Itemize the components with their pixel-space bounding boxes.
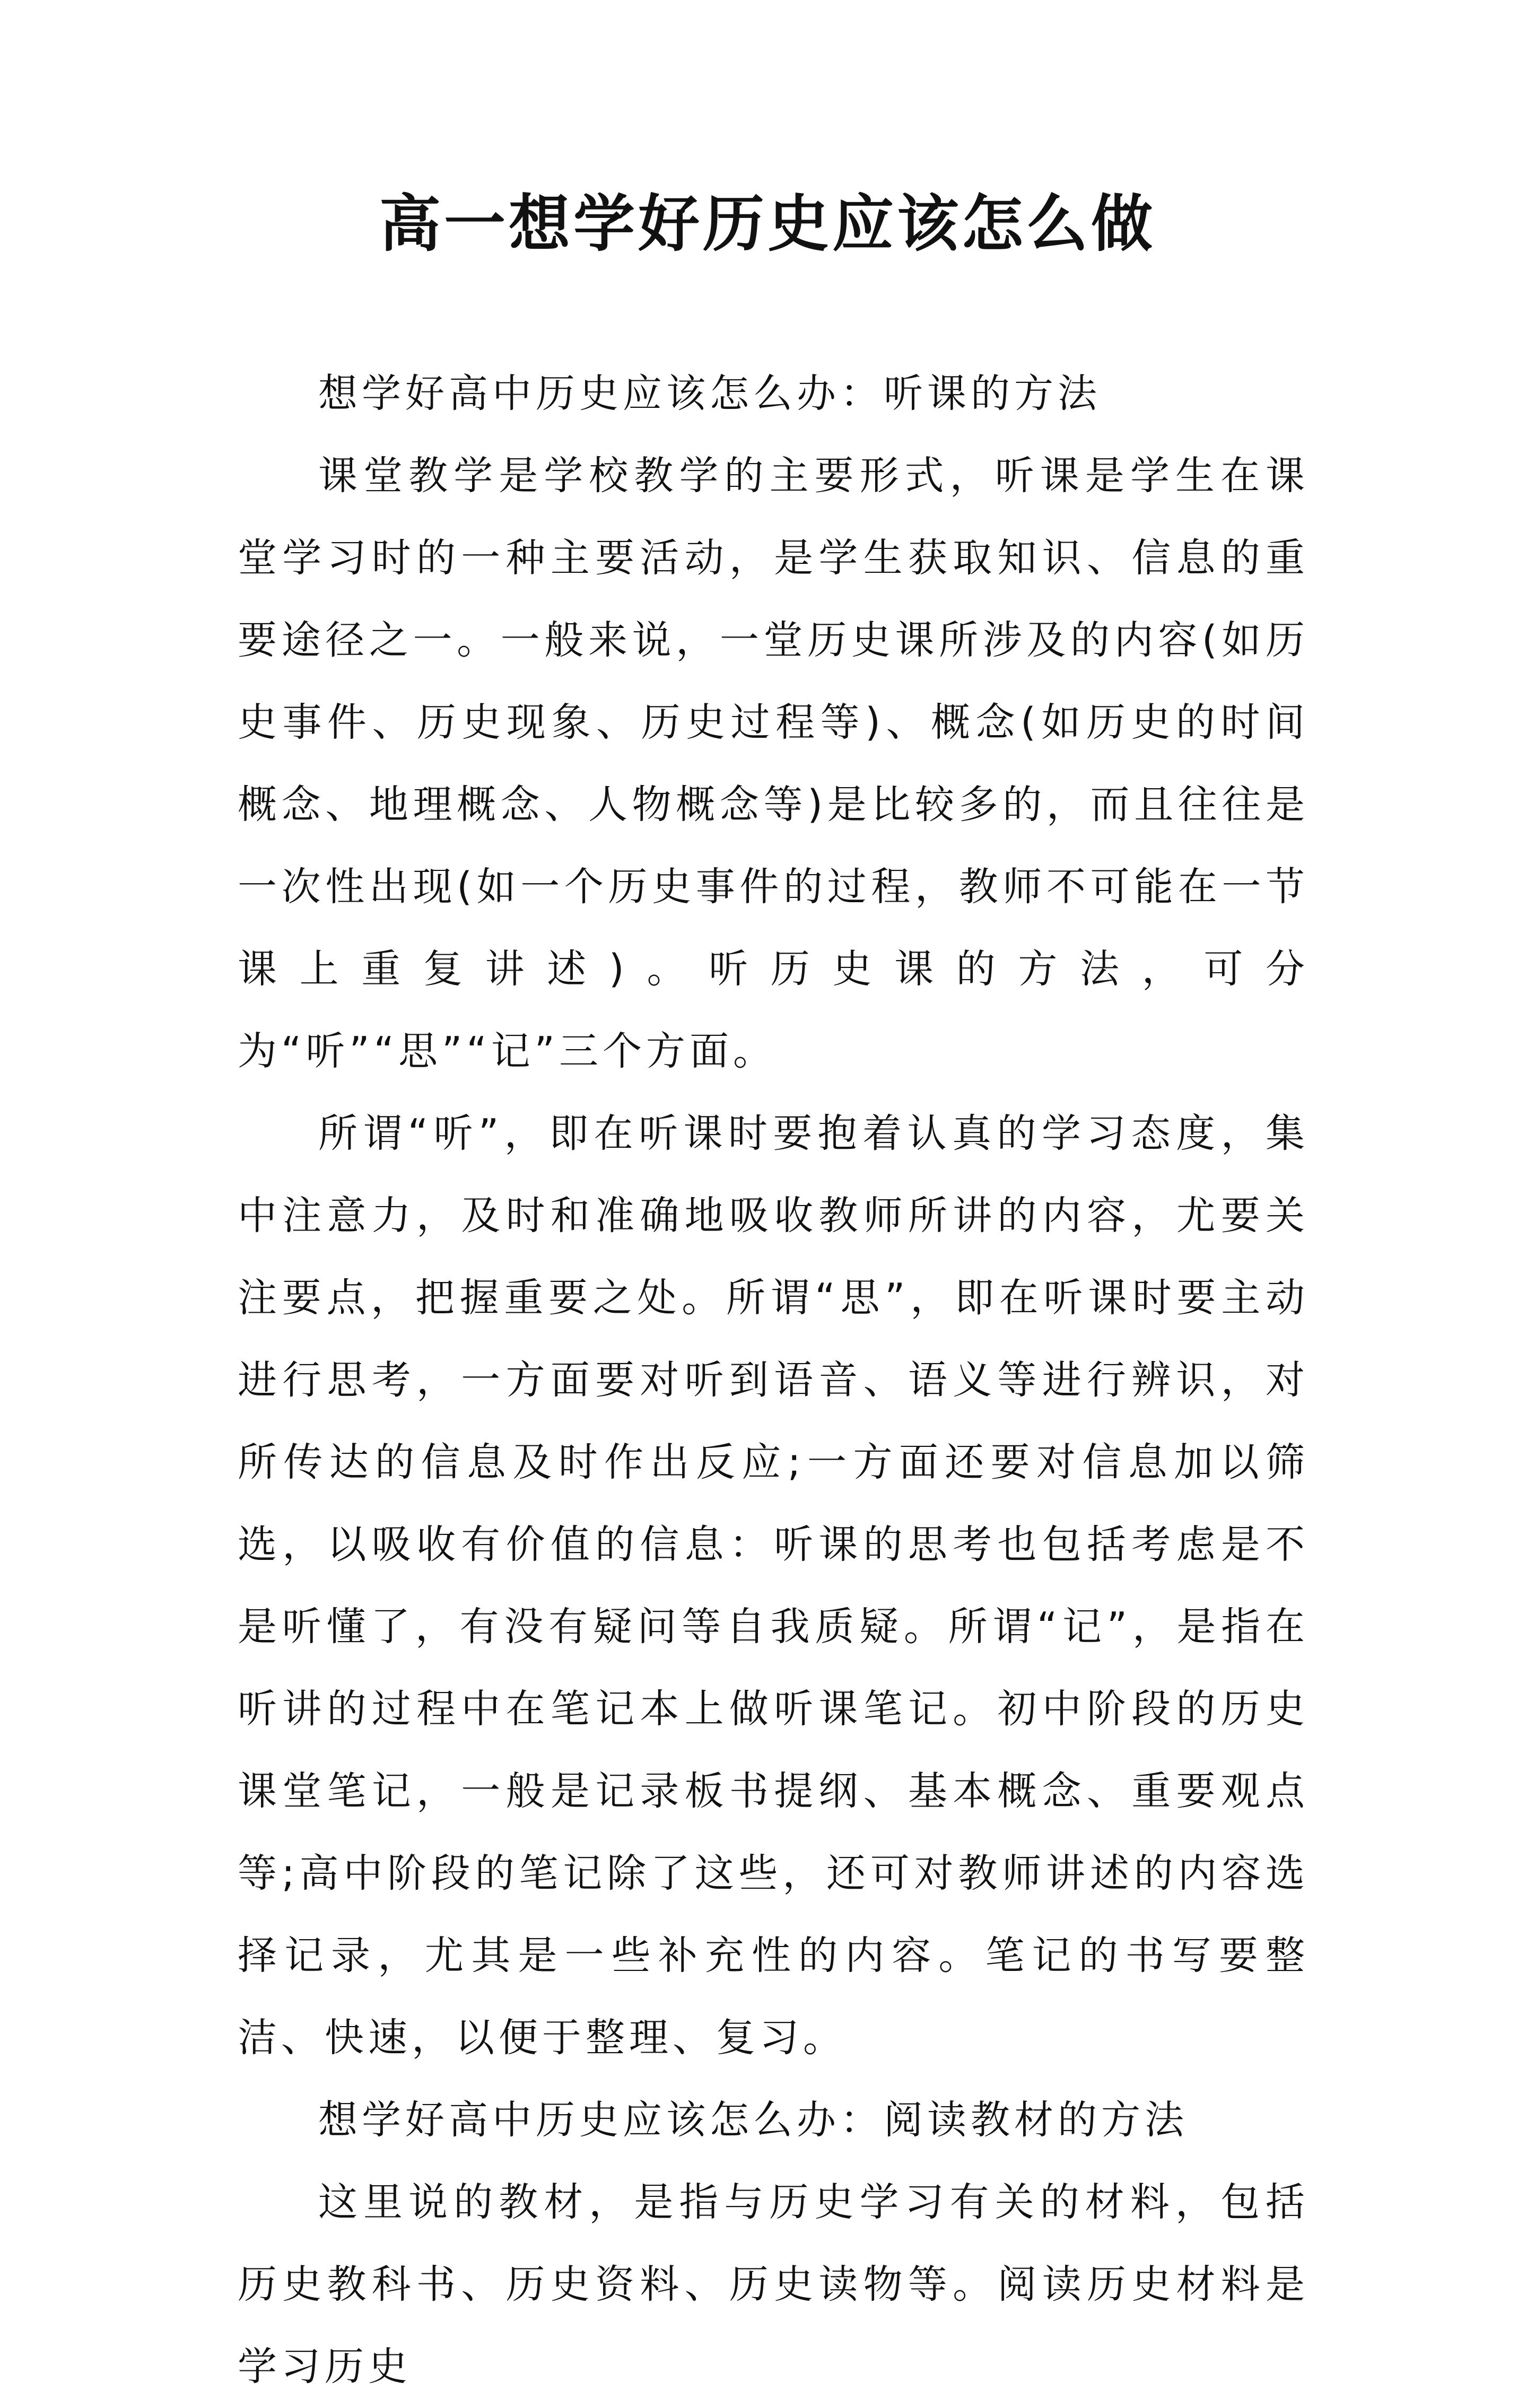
paragraph-classroom-teaching: 课堂教学是学校教学的主要形式，听课是学生在课堂学习时的一种主要活动，是学生获取知识、信息的重要途径之一。一般来说，一堂历史课所涉及的内容(如历史事件、历史现象、历史过程等)、概念(如历史的时间概念、地理概念、人物概念等)是比较多的，而且往往是一次性出现(如一个历史事件的过程，教师不可能在一节课上重复讲述)。听历史课的方法，可分为“听”“思”“记”三个方面。 (238, 453, 1309, 1074)
paragraph-listen-think-record: 所谓“听”，即在听课时要抱着认真的学习态度，集中注意力，及时和准确地吸收教师所讲的内容，尤要关注要点，把握重要之处。所谓“思”，即在听课时要主动进行思考，一方面要对听到语音、语义等进行辨识，对所传达的信息及时作出反应;一方面还要对信息加以筛选，以吸收有价值的信息：听课的思考也包括考虑是不是听懂了，有没有疑问等自我质疑。所谓“记”，是指在听讲的过程中在笔记本上做听课笔记。初中阶段的历史课堂笔记，一般是记录板书提纲、基本概念、重要观点等;高中阶段的笔记除了这些，还可对教师讲述的内容选择记录，尤其是一些补充性的内容。笔记的书写要整洁、快速，以便于整理、复习。 (238, 1111, 1309, 2061)
document-body (238, 353, 1309, 2408)
section-heading-reading: 想学好高中历史应该怎么办：阅读教材的方法 (318, 2097, 1188, 2143)
paragraph-textbook-materials: 这里说的教材，是指与历史学习有关的材料，包括历史教科书、历史资料、历史读物等。阅读历史材料是学习历史 (238, 2179, 1309, 2389)
section-heading-listening: 想学好高中历史应该怎么办：听课的方法 (318, 371, 1101, 416)
document-title: 高一想学好历史应该怎么做 (379, 188, 1156, 260)
